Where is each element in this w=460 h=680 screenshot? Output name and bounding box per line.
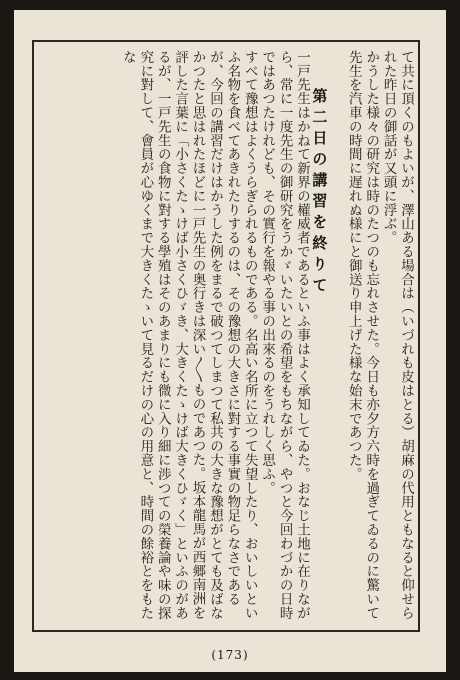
paragraph: て共に頂くのもよいが、澤山ある場合は（いづれも皮はとる）胡麻の代用ともなると仰せられた昨日の御話が又頭に浮ぶ。	[380, 50, 414, 620]
text-frame	[32, 40, 420, 632]
page-number: (173)	[211, 648, 249, 662]
book-page	[14, 10, 446, 672]
body-text	[40, 50, 414, 624]
section-heading: 第二日の講習を終りて	[310, 88, 329, 298]
paragraph: 一戸先生はかねて新界の權威者であるといふ事はよく承知してゐた。おなじ土地に在りながら、常に一度先生の御研究をうかゞいたいとの希望をもちながら、やつと今回わづかの日時ではあつたけれども、その實行を報やる事の出來るのをうれしく思ふ。	[259, 50, 310, 620]
paragraph: かうした様々の研究は時のたつのも忘れさせた。今日も亦夕方六時を過ぎてゐるのに驚いて先生を汽車の時間に遅れぬ様にと御送り申上げた様な始末であつた。	[345, 50, 380, 620]
paragraph: すべて豫想はよくうらぎられるものである。名高い名所に立つて失望したり、おいしいといふ名物を食べてあきれたりするのは、その豫想の大きさに對する事實の物足らなさであるが、今回の講習だけはかうした例をまるで破つてしまつて私共の大きな豫想がとても及ばなかつたと思はれたほどに一戸先生の奥行きは深い〳〵ものであつた。坂本龍馬が西郷南洲を評した言葉に「小さくたゝけば小さくひゞき、大きくたゝけば大きくひゞく」といふのがあるが、一戸先生の食物に對する學殖はそのあまりにも微に入り細に渉つての榮養論や味の探究に對して、會員が心ゆくまで大きくたゝいて見るだけの心の用意と、時間の餘裕とをもたな	[119, 50, 258, 620]
